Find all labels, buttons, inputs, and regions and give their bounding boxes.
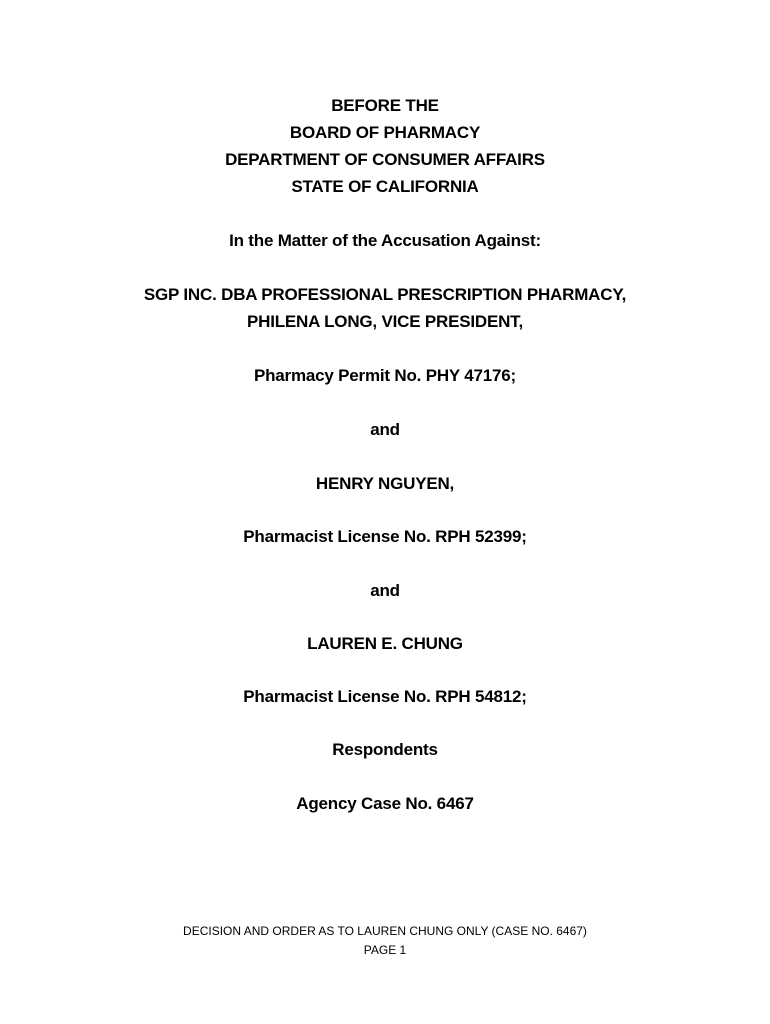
caption-state: STATE OF CALIFORNIA xyxy=(291,177,479,196)
respondents-label: Respondents xyxy=(332,740,438,759)
chung-license-number: Pharmacist License No. RPH 54812; xyxy=(243,687,527,706)
conjunction-and: and xyxy=(370,581,400,600)
caption-board: BOARD OF PHARMACY xyxy=(289,123,481,142)
respondent-pharmacy-officer: PHILENA LONG, VICE PRESIDENT, xyxy=(247,312,523,331)
respondent-pharmacy-name: SGP INC. DBA PROFESSIONAL PRESCRIPTION PHARMACY, xyxy=(143,285,627,304)
nguyen-license-number: Pharmacist License No. RPH 52399; xyxy=(243,527,527,546)
agency-case-number: Agency Case No. 6467 xyxy=(296,794,474,813)
conjunction-and: and xyxy=(370,420,400,439)
respondent-chung-name: LAUREN E. CHUNG xyxy=(307,634,463,653)
matter-heading: In the Matter of the Accusation Against: xyxy=(229,231,541,250)
footer-title: DECISION AND ORDER AS TO LAUREN CHUNG ONLY (CASE NO. 6467) xyxy=(183,924,587,938)
caption-department: DEPARTMENT OF CONSUMER AFFAIRS xyxy=(225,150,545,169)
caption-before-the: BEFORE THE xyxy=(331,96,439,115)
respondent-nguyen-name: HENRY NGUYEN, xyxy=(315,474,455,493)
footer-page-number: PAGE 1 xyxy=(363,943,407,957)
pharmacy-permit-number: Pharmacy Permit No. PHY 47176; xyxy=(253,366,517,385)
